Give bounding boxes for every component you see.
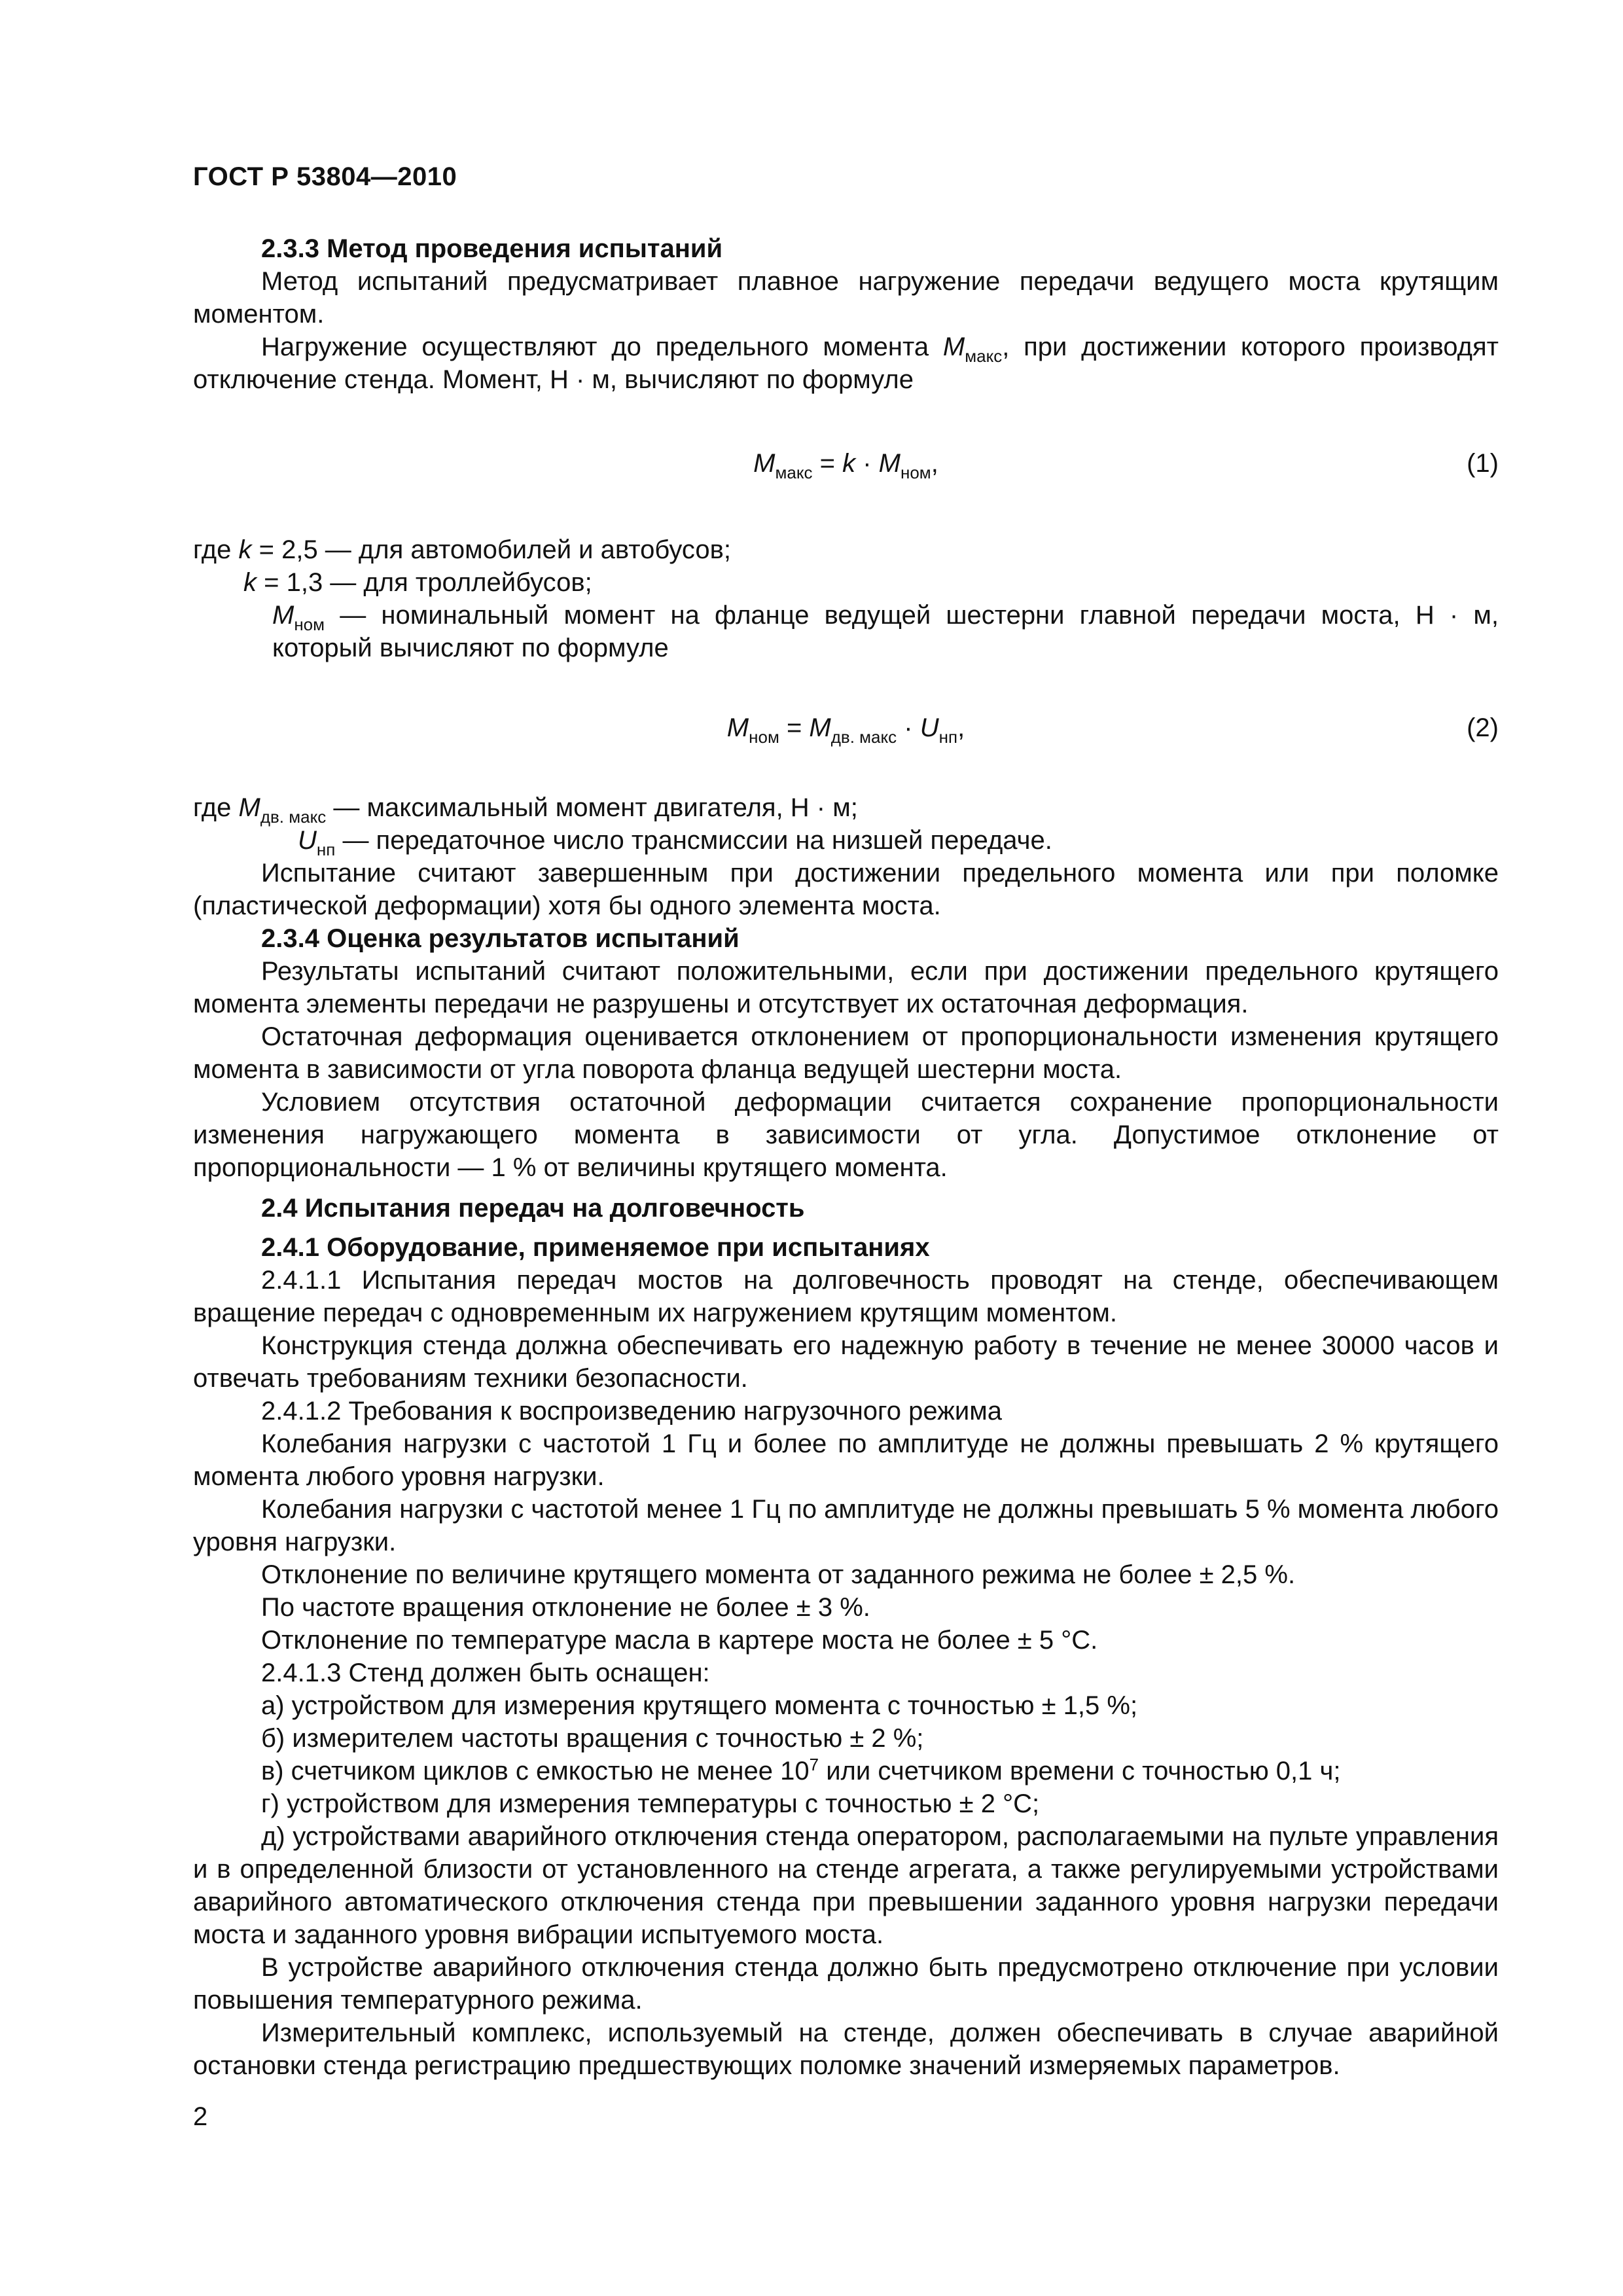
paragraph: Отклонение по температуре масла в картере моста не более ± 5 °С. xyxy=(261,1626,1098,1655)
paragraph: Колебания нагрузки с частотой менее 1 Гц по амплитуде не должны превышать 5 % момента любого уровня нагрузки. xyxy=(193,1495,1499,1556)
paragraph: Результаты испытаний считают положительными, если при достижении предельного крутящего момента элементы передачи не разрушены и отсутствует их остаточная деформация. xyxy=(193,957,1499,1018)
paragraph: По частоте вращения отклонение не более ± 3 %. xyxy=(261,1593,870,1622)
paragraph: В устройстве аварийного отключения стенда должно быть предусмотрено отключение при условии повышения температурного режима. xyxy=(193,1953,1499,2015)
formula-1-expression: $M_{макс} = k \cdot M_{ном}$, xyxy=(753,449,938,482)
paragraph: Метод испытаний предусматривает плавное нагружение передачи ведущего моста крутящим моментом. xyxy=(193,267,1499,329)
paragraph: Измерительный комплекс, используемый на стенде, должен обеспечивать в случае аварийной остановки стенда регистрацию предшествующих поломке значений измеряемых параметров. xyxy=(193,2018,1499,2080)
where-line: $M_{ном}$ — номинальный момент на фланце ведущей шестерни главной передачи моста, Н · м, который вычисляют по формуле xyxy=(272,601,1499,662)
paragraph: Условием отсутствия остаточной деформации считается сохранение пропорциональности изменения нагружающего момента в зависимости от угла. Допустимое отклонение от пропорциональности — 1 % от величины крутящего момента. xyxy=(193,1088,1499,1182)
list-item-d: д) устройствами аварийного отключения стенда оператором, располагаемыми на пульте управления и в определенной близости от установленного на стенде агрегата, а также регулируемыми устройствами аварийного автоматического отключения стенда при превышении заданного уровня нагрузки передачи моста и заданного уровня вибрации испытуемого моста. xyxy=(193,1822,1499,1949)
formula-2 xyxy=(193,711,1499,747)
formula-2-expression: $M_{ном} = M_{дв. макс} \cdot U_{нп}$, xyxy=(726,713,965,747)
formula-2-number: (2) xyxy=(1467,713,1499,742)
section-2-3-4-heading: 2.3.4 Оценка результатов испытаний xyxy=(261,924,740,953)
section-2-3-3-heading: 2.3.3 Метод проведения испытаний xyxy=(261,234,723,263)
where-line: k = 1,3 — для троллейбусов; xyxy=(243,568,592,597)
paragraph: Колебания нагрузки с частотой 1 Гц и более по амплитуде не должны превышать 2 % крутящего момента любого уровня нагрузки. xyxy=(193,1429,1499,1491)
list-item-g: г) устройством для измерения температуры с точностью ± 2 °С; xyxy=(261,1789,1040,1818)
list-item-v: в) счетчиком циклов с емкостью не менее $10^7$ или счетчиком времени с точностью 0,1 ч; xyxy=(261,1755,1341,1785)
list-item-a: а) устройством для измерения крутящего момента с точностью ± 1,5 %; xyxy=(261,1691,1138,1720)
page-number: 2 xyxy=(193,2102,208,2131)
paragraph: 2.4.1.2 Требования к воспроизведению нагрузочного режима xyxy=(261,1397,1002,1426)
where-line: $U_{нп}$ — передаточное число трансмиссии на низшей передаче. xyxy=(298,826,1052,859)
section-2-4-1-heading: 2.4.1 Оборудование, применяемое при испытаниях xyxy=(261,1233,930,1262)
section-2-4-heading: 2.4 Испытания передач на долговечность xyxy=(261,1194,805,1223)
main-content xyxy=(193,232,1499,2082)
paragraph: Отклонение по величине крутящего момента от заданного режима не более ± 2,5 %. xyxy=(261,1560,1296,1589)
paragraph: Остаточная деформация оценивается отклонением от пропорциональности изменения крутящего момента в зависимости от угла поворота фланца ведущей шестерни моста. xyxy=(193,1022,1499,1084)
formula-1 xyxy=(193,447,1499,480)
where-line: где $M_{дв. макс}$ — максимальный момент двигателя, Н · м; xyxy=(193,793,858,827)
paragraph: Испытание считают завершенным при достижении предельного момента или при поломке (пластической деформации) хотя бы одного элемента моста. xyxy=(193,859,1499,920)
list-item-b: б) измерителем частоты вращения с точностью ± 2 %; xyxy=(261,1724,924,1753)
paragraph: 2.4.1.1 Испытания передач мостов на долговечность проводят на стенде, обеспечивающем вращение передач с одновременным их нагружением крутящим моментом. xyxy=(193,1266,1499,1327)
formula-1-number: (1) xyxy=(1467,449,1499,478)
paragraph: Конструкция стенда должна обеспечивать его надежную работу в течение не менее 30000 часов и отвечать требованиям техники безопасности. xyxy=(193,1331,1499,1393)
paragraph: Нагружение осуществляют до предельного момента $M_{макс}$, при достижении которого производят отключение стенда. Момент, Н · м, вычисляют по формуле xyxy=(193,332,1499,394)
paragraph: 2.4.1.3 Стенд должен быть оснащен: xyxy=(261,1659,710,1687)
where-line: где k = 2,5 — для автомобилей и автобусов; xyxy=(193,535,731,564)
document-id-header: ГОСТ Р 53804—2010 xyxy=(193,162,457,191)
